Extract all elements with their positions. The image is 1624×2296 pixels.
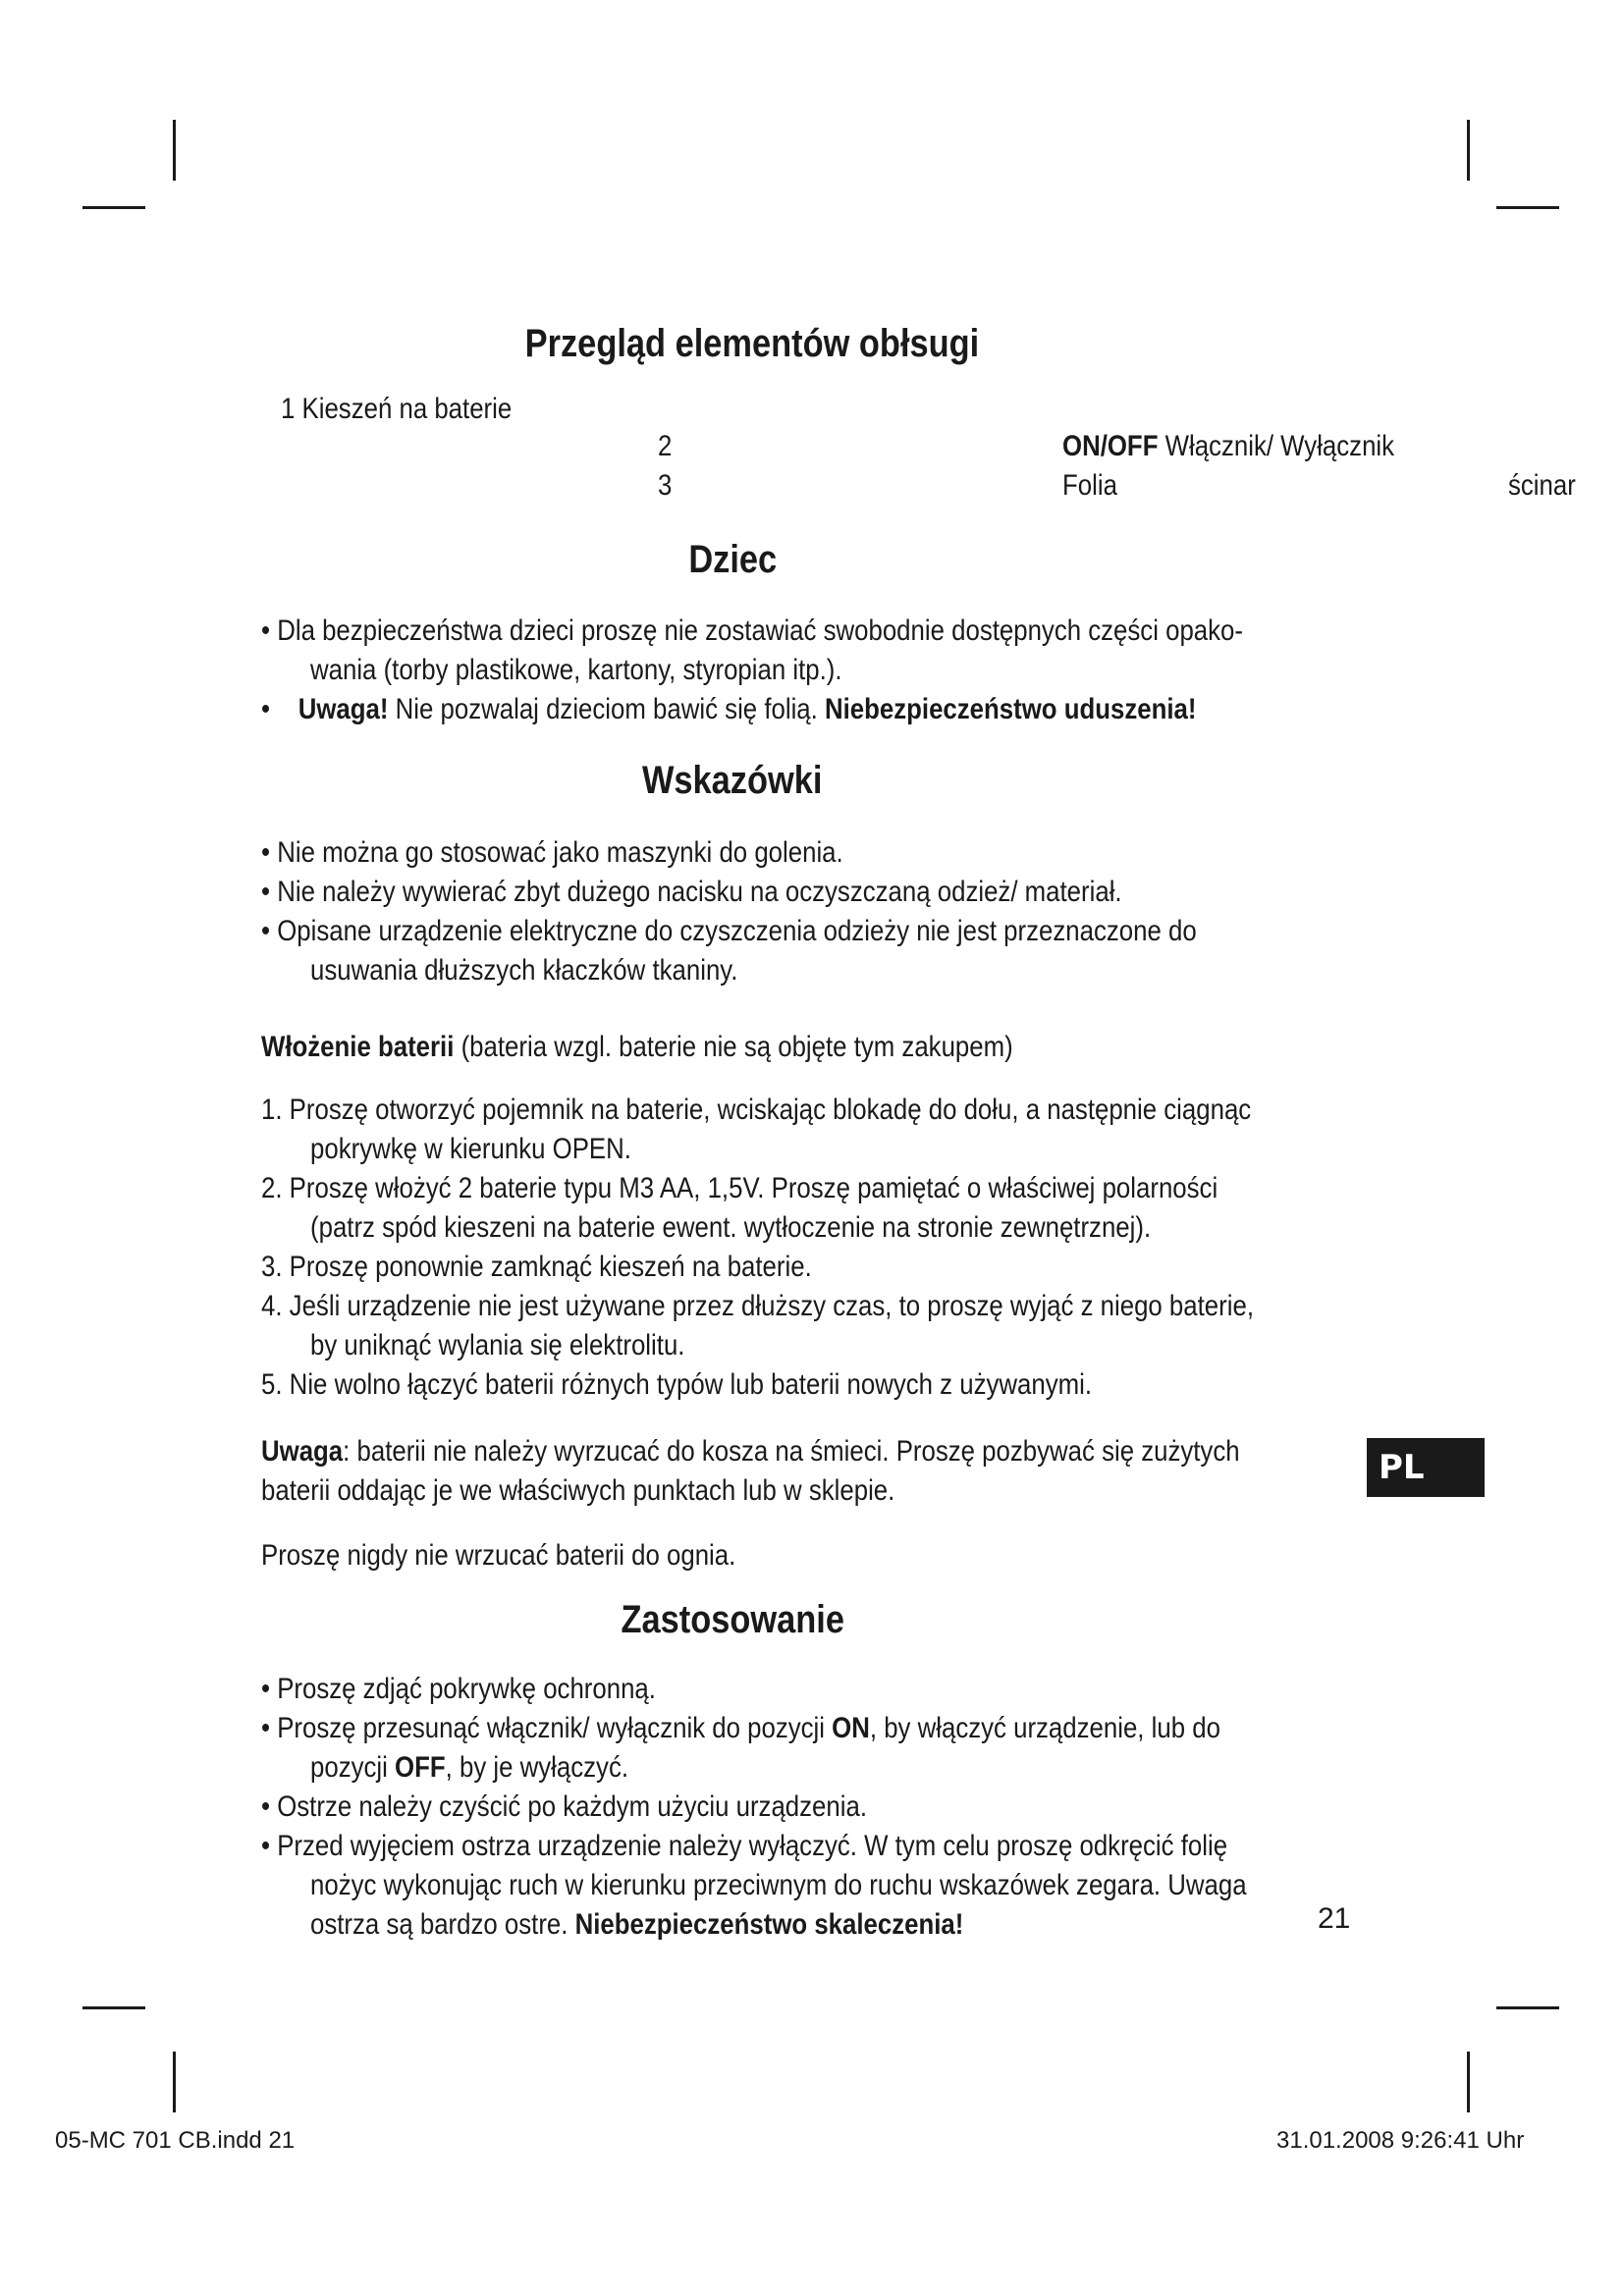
usage-bullet-3: • Ostrze należy czyścić po każdym użyciu urządzenia. — [261, 1790, 867, 1823]
battery-step-2-line-2: (patrz spód kieszeni na baterie ewent. wytłoczenie na stronie zewnętrznej). — [310, 1211, 1152, 1244]
battery-step-4-line-1: 4. Jeśli urządzenie nie jest używane przez dłuższy czas, to proszę wyjąć z niego baterie, — [261, 1290, 1254, 1322]
battery-fire-warning: Proszę nigdy nie wrzucać baterii do ognia. — [261, 1539, 736, 1572]
usage-bullet-4-line-1: • Przed wyjęciem ostrza urządzenie należy wyłączyć. W tym celu proszę odkręcić folię — [261, 1830, 1228, 1862]
usage-bullet-2-line-2: pozycji OFF, by je wyłączyć. — [310, 1751, 629, 1784]
crop-mark-bottom-left-horizontal — [82, 2006, 145, 2009]
overview-heading: Przegląd elementów obłsugi — [524, 322, 980, 365]
battery-step-5: 5. Nie wolno łączyć baterii różnych typów lub baterii nowych z używanymi. — [261, 1368, 1093, 1401]
usage-bullet-1: • Proszę zdjąć pokrywkę ochronną. — [261, 1673, 656, 1705]
battery-step-3: 3. Proszę ponownie zamknąć kieszeń na baterie. — [261, 1251, 812, 1283]
on-off-label: ON/OFF — [1062, 430, 1159, 462]
crop-mark-top-right-horizontal — [1496, 206, 1559, 209]
overview-item-3-number: 3 — [658, 469, 673, 502]
tips-bullet-3-line-2: usuwania dłuższych kłaczków tkaniny. — [310, 954, 738, 987]
overview-item-1: 1 Kieszeń na baterie — [281, 393, 513, 425]
crop-mark-top-left-horizontal — [82, 206, 145, 209]
crop-mark-top-left-vertical — [173, 120, 176, 181]
overview-item-3-extra: ścinar — [1508, 469, 1576, 502]
overview-item-3-label: Folia — [1062, 469, 1117, 502]
crop-mark-top-right-vertical — [1467, 120, 1470, 181]
overview-item-2-label: ON/OFF Włącznik/ Wyłącznik — [1062, 430, 1395, 462]
overview-item-2-number: 2 — [658, 430, 673, 462]
battery-note-line-2: baterii oddając je we właściwych punktach lub w sklepie. — [261, 1474, 895, 1507]
children-bullet-2: • Uwaga! Nie pozwalaj dzieciom bawić się folią. Niebezpieczeństwo uduszenia! — [261, 693, 1197, 725]
children-bullet-1-line-1: • Dla bezpieczeństwa dzieci proszę nie zostawiać swobodnie dostępnych części opako- — [261, 614, 1243, 647]
battery-step-4-line-2: by uniknąć wylania się elektrolitu. — [310, 1329, 685, 1362]
crop-mark-bottom-right-vertical — [1467, 2052, 1470, 2112]
footer-timestamp: 31.01.2008 9:26:41 Uhr — [1276, 2127, 1525, 2154]
language-tab-pl: PL — [1367, 1438, 1485, 1497]
tips-bullet-3-line-1: • Opisane urządzenie elektryczne do czyszczenia odzieży nie jest przeznaczone do — [261, 915, 1197, 947]
battery-note-line-1: Uwaga: baterii nie należy wyrzucać do kosza na śmieci. Proszę pozbywać się zużytych — [261, 1435, 1240, 1468]
usage-bullet-4-line-2: nożyc wykonując ruch w kierunku przeciwnym do ruchu wskazówek zegara. Uwaga — [310, 1869, 1247, 1901]
children-heading: Dziec — [688, 538, 777, 581]
tips-bullet-2: • Nie należy wywierać zbyt dużego nacisku na oczyszczaną odzież/ materiał. — [261, 876, 1122, 908]
battery-step-1-line-1: 1. Proszę otworzyć pojemnik na baterie, wciskając blokadę do dołu, a następnie ciągnąc — [261, 1094, 1252, 1126]
usage-bullet-2-line-1: • Proszę przesunąć włącznik/ wyłącznik do pozycji ON, by włączyć urządzenie, lub do — [261, 1712, 1220, 1744]
battery-step-1-line-2: pokrywkę w kierunku OPEN. — [310, 1133, 631, 1165]
crop-mark-bottom-right-horizontal — [1496, 2006, 1559, 2009]
crop-mark-bottom-left-vertical — [173, 2052, 176, 2112]
tips-bullet-1: • Nie można go stosować jako maszynki do golenia. — [261, 836, 843, 869]
usage-heading: Zastosowanie — [621, 1598, 844, 1641]
battery-step-2-line-1: 2. Proszę włożyć 2 baterie typu M3 AA, 1,5V. Proszę pamiętać o właściwej polarności — [261, 1172, 1218, 1204]
tips-heading: Wskazówki — [642, 759, 823, 802]
battery-intro: Włożenie baterii (bateria wzgl. baterie nie są objęte tym zakupem) — [261, 1031, 1013, 1063]
page-number: 21 — [1318, 1902, 1351, 1935]
children-bullet-1-line-2: wania (torby plastikowe, kartony, styropian itp.). — [310, 654, 842, 686]
footer-file-name: 05-MC 701 CB.indd 21 — [55, 2127, 296, 2154]
usage-bullet-4-line-3: ostrza są bardzo ostre. Niebezpieczeństwo skaleczenia! — [310, 1908, 964, 1941]
